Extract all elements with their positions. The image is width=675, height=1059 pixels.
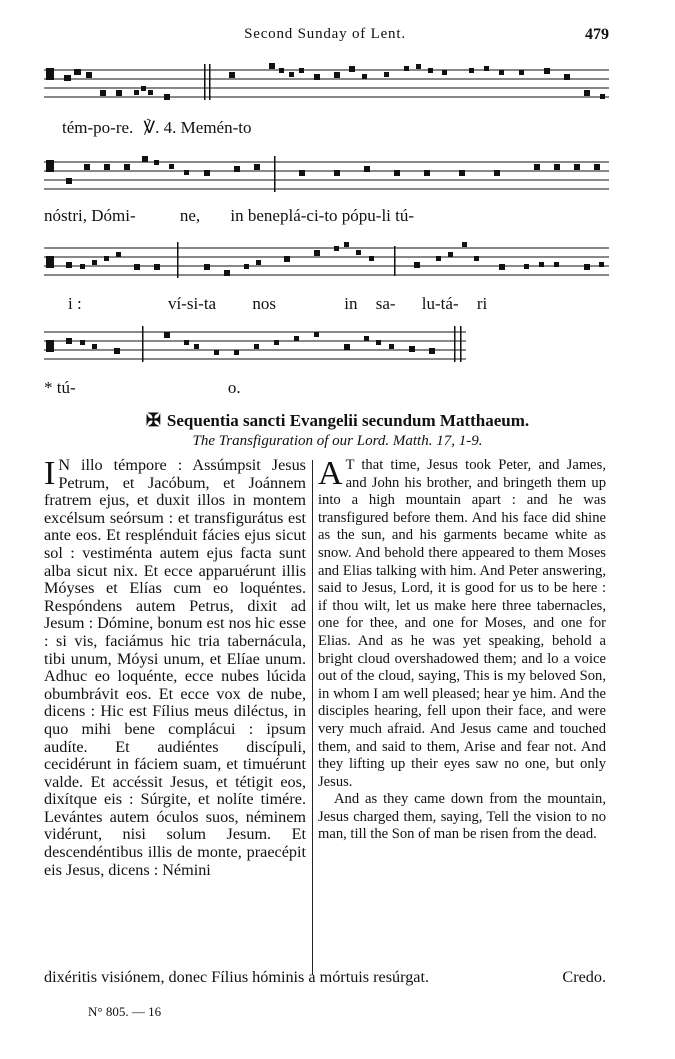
page-title: Second Sunday of Lent.	[244, 26, 406, 42]
lyric-line-4: * tú- o.	[44, 378, 241, 397]
signature-mark: N° 805. — 16	[88, 1004, 162, 1019]
chant-staff-4-notation	[44, 322, 609, 370]
chant-staff-1	[44, 60, 609, 120]
page-number: 479	[585, 26, 609, 43]
latin-final-line: dixéritis visiónem, donec Fílius hóminis a mórtuis resúrgat. Credo.	[44, 968, 606, 986]
latin-column	[44, 457, 306, 879]
chant-staff-1-notation	[44, 60, 609, 108]
latin-dropcap: I	[44, 455, 56, 492]
latin-text: I N illo témpore : Assúmpsit Jesus Petrum, et Jacóbum, et Joánnem fratrem ejus, et duxit illos in montem excélsum seórsum : et transfigurátus est ante eos. Et resplénduit fácies ejus sicut sol : vestiménta autem ejus facta sunt alba sicut nix. Et ecce apparuérunt illis Móyses et Elías cum eo loquéntes. Respóndens autem Petrus, dixit ad Jesum : Dómine, bonum est nos hic esse : si vis, faciámus hic tria tabernácula, tibi unum, Móysi unum, et Elíae unum. Adhuc eo loquénte, ecce nubes lúcida obumbrávit eos. Et ecce vox de nube, dicens : Hic est Fílius meus diléctus, in quo mihi bene complácui : ipsum audíte. Et audiéntes discípuli, cecidérunt in fáciem suam, et timuérunt valde. Et accéssit Jesus, et tétigit eos, dixítque eis : Súrgite, et nolíte timére. Levántes autem óculos suos, néminem vidérunt, nisi solum Jesum. Et descendéntibus illis de monte, praecépit eis Jesus, dicens : Némini	[44, 455, 306, 879]
english-paragraph-1: A T that time, Jesus took Peter, and James, and John his brother, and bringeth them up into a high mountain apart : and he was transfigured before them. And his face did shine as the sun, and his garments became white as snow. And behold there appeared to them Moses and Elias talking with him. And Peter answering, said to Jesus, Lord, it is good for us to be here : if thou wilt, let us make here three tabernacles, one for thee, and one for Moses, and one for Elias. And as he was yet speaking, behold a bright cloud overshadowed them; and lo a voice out of the cloud, saying, This is my beloved Son, in whom I am well pleased; hear ye him. And the disciples hearing, fell upon their face, and were very much afraid. And Jesus came and touched them, and said to them, Arise and fear not. And they lifting up their eyes saw no one, but only Jesus.	[318, 455, 606, 790]
running-header	[0, 26, 675, 46]
chant-staff-2	[44, 152, 609, 212]
chant-staff-2-notation	[44, 152, 609, 200]
column-divider	[312, 460, 313, 975]
chant-staff-3-notation	[44, 238, 609, 286]
cross-icon: ✠	[145, 410, 161, 430]
gospel-heading: ✠ Sequentia sancti Evangelii secundum Matthaeum.	[145, 410, 530, 430]
english-column	[318, 457, 606, 844]
chant-staff-3	[44, 238, 609, 298]
gospel-subheading: The Transfiguration of our Lord. Matth. 17, 1-9.	[192, 433, 483, 449]
lyric-line-3: i : ví-si-ta nos in sa- lu-tá- ri	[68, 294, 488, 313]
english-paragraph-2: And as they came down from the mountain, Jesus charged them, saying, Tell the vision to no man, till the Son of man be risen from the dead.	[318, 791, 606, 843]
credo-rubric: Credo.	[562, 968, 606, 986]
lyric-line-1: tém-po-re. ℣. 4. Memén-to	[62, 118, 252, 137]
lyric-line-2: nóstri, Dómi- ne, in beneplá-ci-to pópu-li tú-	[44, 206, 415, 225]
chant-staff-4	[44, 322, 609, 382]
english-dropcap: A	[318, 455, 343, 492]
